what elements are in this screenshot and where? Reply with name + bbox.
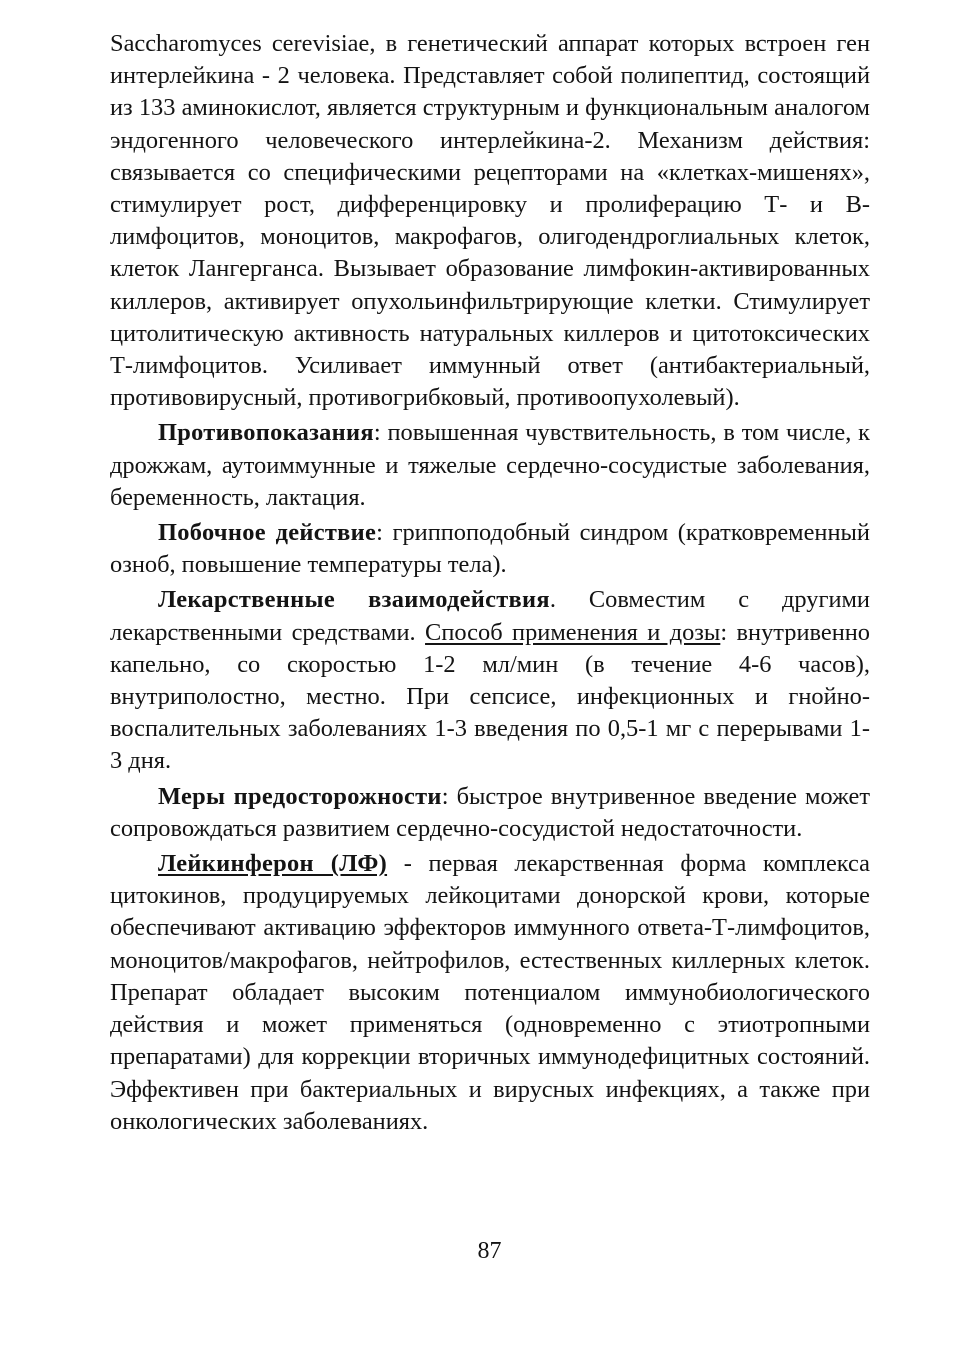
page-number: 87 [477,1238,502,1264]
drug-name-heading: Лейкинферон (ЛФ) [158,850,388,878]
paragraph-text: : повышенная чувствительность, в том числе, к дрожжам, аутоиммунные и тяжелые сердечно-сосудистые заболевания, беременность, лактация. [110,419,870,511]
section-heading-precautions: Меры предосторожности [158,782,442,810]
paragraph-leukinferon [110,848,870,1138]
section-heading-interactions: Лекарственные взаимодействия [158,586,550,614]
paragraph-side-effects [110,517,870,581]
paragraph-contraindications [110,417,870,514]
paragraph-text: - первая лекарственная форма комплекса цитокинов, продуцируемых лейкоцитами донорской крови, которые обеспечивают активацию эффекторов иммунного ответа-Т-лимфоцитов, моноцитов/макрофагов, нейтрофилов, естественных киллерных клеток. Препарат обладает высоким потенциалом иммунобиологического действия и может применяться (одновременно с этиотропными препаратами) для коррекции вторичных иммунодефицитных состояний. Эффективен при бактериальных и вирусных инфекциях, а также при онкологических заболеваниях. [110,850,870,1135]
paragraph-precautions [110,781,870,845]
paragraph-text: . Совместим с другими лекарственными средствами. [110,586,870,646]
section-heading-contraindications: Противопоказания [158,419,374,447]
paragraph-text: Saccharomyces cerevisiae, в генетический аппарат которых встроен ген интерлейкина - 2 человека. Представляет собой полипептид, состоящий из 133 аминокислот, является структурным и функциональным аналогом эндогенного человеческого интерлейкина-2. Механизм действия: связывается со специфическими рецепторами на «клетках-мишенях», стимулирует рост, дифференцировку и пролиферацию Т- и В-лимфоцитов, моноцитов, макрофагов, олигодендроглиальных клеток, клеток Лангерганса. Вызывает образование лимфокин-активированных киллеров, активирует опухольинфильтрирующие клетки. Стимулирует цитолитическую активность натуральных киллеров и цитотоксических Т-лимфоцитов. Усиливает иммунный ответ (антибактериальный, противовирусный, противогрибковый, противоопухолевый). [110,30,870,412]
paragraph-text: : быстрое внутривенное введение может сопровождаться развитием сердечно-сосудистой недостаточности. [110,782,870,842]
paragraph-mechanism [110,28,870,414]
subheading-dosage: Способ применения и дозы [425,618,721,646]
paragraph-interactions [110,584,870,777]
paragraph-text: : гриппоподобный синдром (кратковременный озноб, повышение температуры тела). [110,519,870,579]
section-heading-side-effects: Побочное действие [158,519,377,547]
page-body [110,28,870,1138]
paragraph-text: : внутривенно капельно, со скоростью 1-2 мл/мин (в течение 4-6 часов), внутриполостно, местно. При сепсисе, инфекционных и гнойно-воспалительных заболеваниях 1-3 введения по 0,5-1 мг с перерывами 1-3 дня. [110,618,870,775]
